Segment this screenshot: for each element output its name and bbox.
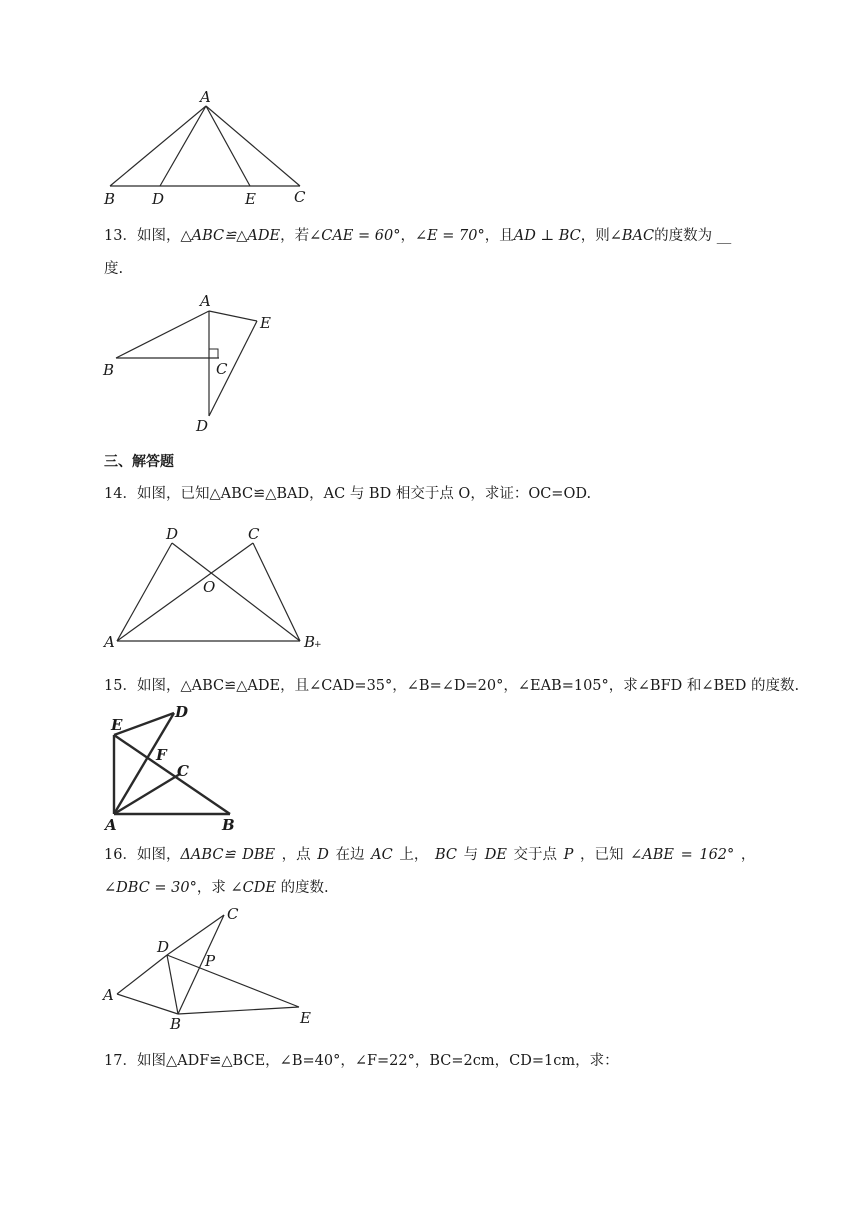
label-A: A	[104, 633, 115, 651]
label-E: E	[300, 1009, 311, 1027]
segment-AB	[110, 106, 206, 186]
segment-AC	[117, 543, 253, 641]
segment-BE	[178, 1007, 299, 1014]
question-13-line2: 度.	[104, 261, 124, 277]
segment-DB	[172, 543, 300, 641]
label-P: P	[205, 952, 216, 970]
label-O: O	[203, 578, 216, 596]
segment-BC	[178, 915, 224, 1014]
figure-q13	[100, 290, 280, 436]
label-A: A	[105, 816, 117, 834]
label-E: E	[245, 190, 256, 208]
label-E: E	[111, 716, 123, 734]
segment-AC	[206, 106, 300, 186]
label-A: A	[103, 986, 114, 1004]
segment-AB	[116, 311, 209, 358]
segment-AB	[117, 994, 178, 1014]
right-angle-mark	[209, 349, 218, 358]
question-16-line1: 16．如图，ΔABC≌ DBE ，点 D 在边 AC 上， BC 与 DE 交于点 P ，已知 ∠ABE = 162° ，	[104, 847, 756, 863]
label-C: C	[216, 360, 228, 378]
label-B-plus: +	[314, 640, 322, 650]
figure-q12	[100, 86, 320, 210]
label-A: A	[200, 292, 211, 310]
label-C: C	[177, 762, 189, 780]
segment-AE	[209, 311, 257, 321]
label-F: F	[156, 746, 167, 764]
segment-DC	[167, 915, 224, 955]
question-14: 14．如图，已知△ABC≌△BAD，AC 与 BD 相交于点 O，求证：OC=OD.	[104, 486, 592, 502]
label-C: C	[227, 906, 239, 923]
segment-AD	[117, 955, 167, 994]
label-D: D	[166, 525, 179, 543]
label-D: D	[175, 703, 189, 721]
label-C: C	[294, 188, 306, 206]
segment-AC	[114, 774, 180, 814]
label-D: D	[196, 417, 209, 435]
label-B: B	[103, 361, 115, 379]
label-B: B	[170, 1015, 182, 1032]
question-13-line1: 13．如图，△ABC≌△ADE，若∠CAE = 60°，∠E = 70°，且AD ⊥ BC，则∠BAC的度数为 __	[104, 228, 732, 244]
figure-q14	[100, 522, 330, 652]
label-C: C	[248, 525, 260, 543]
segment-DE	[167, 955, 299, 1007]
label-D: D	[157, 938, 170, 956]
question-16-line2: ∠DBC = 30°，求 ∠CDE 的度数.	[104, 880, 329, 896]
label-A: A	[200, 88, 211, 106]
label-D: D	[152, 190, 165, 208]
label-B: B	[304, 633, 316, 651]
segment-AE	[206, 106, 250, 186]
figure-q16	[100, 906, 320, 1032]
label-B: B	[222, 816, 235, 834]
segment-AD	[117, 543, 172, 641]
segment-ED	[114, 713, 174, 735]
label-E: E	[260, 314, 271, 332]
segment-CB	[253, 543, 300, 641]
segment-AD	[160, 106, 206, 186]
figure-q15	[100, 702, 250, 836]
section-title: 三、解答题	[104, 454, 174, 470]
question-15: 15．如图，△ABC≌△ADE，且∠CAD=35°，∠B=∠D=20°，∠EAB=105°，求∠BFD 和∠BED 的度数.	[104, 678, 800, 694]
question-17: 17．如图△ADF≌△BCE，∠B=40°，∠F=22°，BC=2cm，CD=1cm，求：	[104, 1053, 619, 1069]
label-B: B	[104, 190, 116, 208]
segment-DB	[167, 955, 178, 1014]
